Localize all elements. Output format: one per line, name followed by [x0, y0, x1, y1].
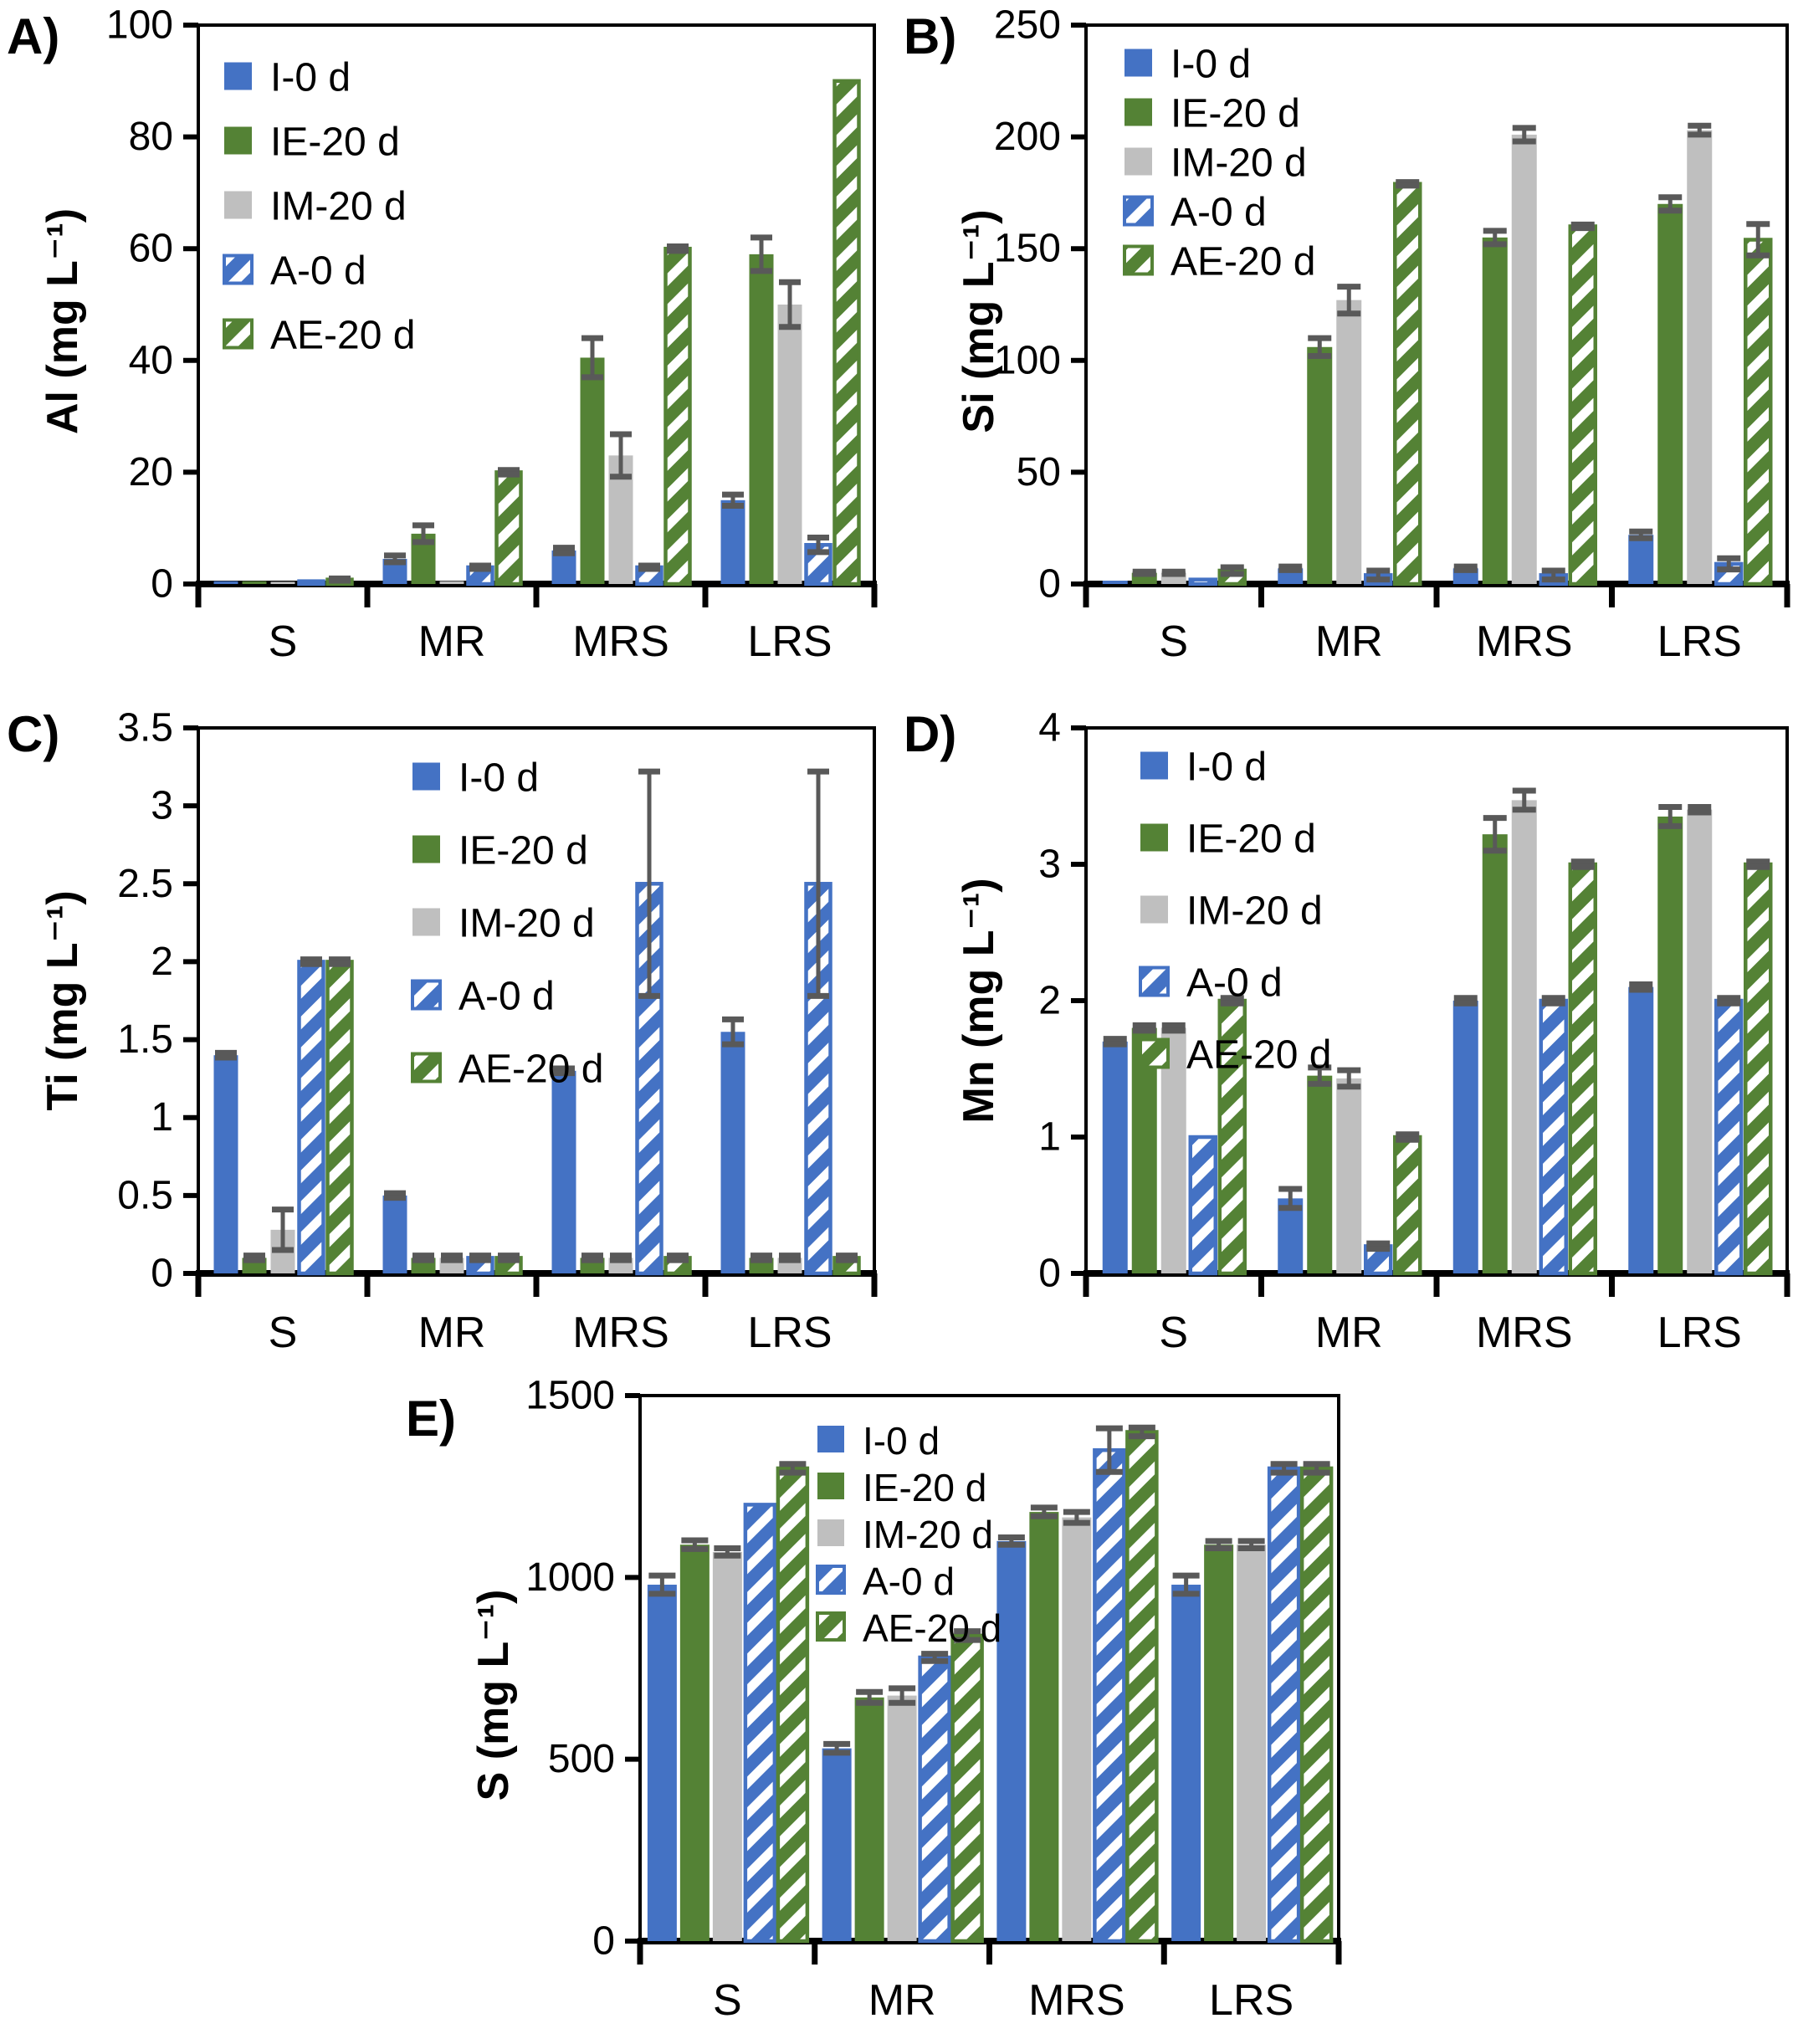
legend-label: A-0 d	[458, 974, 555, 1019]
bar-E-I-0d-MRS	[996, 1541, 1026, 1941]
bar-A-AE-20d-LRS	[835, 81, 859, 584]
y-tick-label: 3	[1038, 842, 1061, 887]
legend-label: IE-20 d	[458, 828, 588, 873]
legend-swatch-IM-20d	[224, 192, 252, 219]
y-tick-label: 0.5	[117, 1173, 173, 1218]
legend-label: A-0 d	[863, 1560, 955, 1603]
legend-swatch-A-0d	[817, 1566, 844, 1593]
y-tick-label: 0	[1038, 561, 1061, 607]
panel-c	[0, 684, 896, 1369]
legend-label: AE-20 d	[270, 313, 416, 358]
bar-E-AE-20d-MRS	[1127, 1432, 1156, 1941]
legend-swatch-AE-20d	[412, 1054, 440, 1082]
legend-label: A-0 d	[270, 248, 366, 294]
bar-D-I-0d-LRS	[1628, 987, 1653, 1273]
x-category-label: S	[268, 617, 298, 666]
legend-swatch-I-0d	[1124, 49, 1152, 77]
bar-C-I-0d-LRS	[721, 1032, 745, 1273]
bar-B-IM-20d-LRS	[1687, 131, 1712, 584]
chart-canvas-c	[0, 684, 896, 1369]
x-category-label: MR	[1314, 1309, 1383, 1357]
bar-E-IM-20d-S	[713, 1552, 742, 1941]
legend-swatch-I-0d	[412, 763, 440, 791]
legend-label: I-0 d	[1171, 42, 1252, 87]
panel-a	[0, 0, 896, 683]
bar-C-I-0d-MRS	[552, 1071, 576, 1273]
bar-A-A-0d-S	[300, 581, 324, 584]
legend-swatch-A-0d	[1124, 197, 1152, 225]
y-tick-label: 100	[105, 3, 173, 48]
bar-D-AE-20d-MRS	[1570, 864, 1596, 1273]
legend-label: IM-20 d	[1171, 141, 1307, 186]
bar-D-I-0d-S	[1103, 1042, 1128, 1273]
y-axis-title-e: S (mg L⁻¹)	[469, 1589, 518, 1801]
bar-E-IM-20d-MR	[888, 1696, 917, 1941]
bar-D-IE-20d-LRS	[1657, 817, 1683, 1273]
bar-D-I-0d-MRS	[1453, 1001, 1478, 1273]
y-axis-title-b: Si (mg L⁻¹)	[955, 209, 1003, 433]
x-category-label: MRS	[572, 617, 669, 666]
bar-D-IM-20d-MR	[1336, 1078, 1361, 1273]
bar-B-IE-20d-MRS	[1483, 238, 1508, 584]
legend-swatch-I-0d	[1140, 752, 1168, 780]
bar-E-IM-20d-MRS	[1062, 1518, 1091, 1941]
bar-A-AE-20d-MR	[497, 472, 521, 584]
bar-C-AE-20d-S	[328, 961, 352, 1273]
legend-label: A-0 d	[1186, 961, 1283, 1006]
panel-e	[368, 1369, 1425, 2044]
y-tick-label: 1.5	[117, 1017, 173, 1063]
y-tick-label: 80	[128, 115, 173, 160]
x-category-label: MR	[868, 1976, 936, 2025]
legend-swatch-A-0d	[412, 981, 440, 1009]
bar-E-IE-20d-LRS	[1204, 1545, 1233, 1941]
x-category-label: MRS	[1475, 617, 1573, 666]
legend-label: AE-20 d	[1186, 1032, 1332, 1078]
bar-A-IE-20d-MRS	[581, 357, 605, 584]
legend-label: I-0 d	[863, 1419, 940, 1463]
legend-label: IE-20 d	[270, 120, 400, 165]
legend-swatch-IE-20d	[1124, 99, 1152, 126]
bar-C-I-0d-S	[214, 1055, 238, 1273]
bar-E-A-0d-MR	[920, 1657, 950, 1941]
y-tick-label: 1000	[525, 1555, 615, 1600]
bar-E-I-0d-S	[648, 1585, 677, 1941]
bar-B-IE-20d-LRS	[1657, 204, 1683, 584]
bar-D-A-0d-MRS	[1541, 1001, 1566, 1273]
legend-label: IE-20 d	[1171, 91, 1300, 136]
panel-label-c: C)	[7, 706, 60, 762]
x-category-label: MR	[418, 1309, 486, 1357]
bar-A-IM-20d-LRS	[778, 305, 802, 584]
legend-swatch-AE-20d	[1140, 1040, 1168, 1068]
legend-swatch-IM-20d	[412, 909, 440, 936]
bar-B-IM-20d-MRS	[1512, 135, 1537, 584]
y-tick-label: 2	[151, 939, 173, 984]
bar-A-IE-20d-S	[243, 581, 267, 584]
y-axis-title-a: Al (mg L⁻¹)	[38, 207, 87, 435]
bar-B-AE-20d-LRS	[1745, 240, 1770, 584]
legend-label: IM-20 d	[458, 901, 595, 946]
bar-D-AE-20d-LRS	[1745, 864, 1770, 1273]
bar-D-IE-20d-MRS	[1483, 834, 1508, 1273]
legend-swatch-IE-20d	[817, 1473, 844, 1499]
legend-label: IM-20 d	[863, 1513, 993, 1556]
legend-label: I-0 d	[458, 756, 540, 801]
legend-label: IM-20 d	[1186, 889, 1323, 934]
bar-B-I-0d-LRS	[1628, 535, 1653, 584]
panel-label-a: A)	[7, 8, 60, 64]
bar-A-I-0d-S	[214, 581, 238, 584]
bar-E-A-0d-LRS	[1269, 1468, 1299, 1941]
bar-A-IE-20d-LRS	[750, 254, 774, 584]
bar-A-AE-20d-MRS	[666, 248, 690, 584]
panel-label-d: D)	[904, 706, 957, 762]
x-category-label: MR	[418, 617, 486, 666]
chart-canvas-b	[897, 0, 1793, 683]
legend-swatch-AE-20d	[224, 320, 252, 348]
legend-swatch-A-0d	[1140, 968, 1168, 996]
bar-E-I-0d-MR	[822, 1749, 852, 1941]
y-tick-label: 50	[1016, 449, 1061, 494]
y-tick-label: 150	[993, 226, 1061, 271]
legend-label: IM-20 d	[270, 184, 407, 229]
y-tick-label: 250	[993, 3, 1061, 48]
bar-E-IM-20d-LRS	[1237, 1545, 1266, 1941]
panel-d	[897, 684, 1793, 1369]
bar-B-AE-20d-MRS	[1570, 226, 1596, 584]
chart-canvas-a	[0, 0, 896, 683]
legend-swatch-IE-20d	[1140, 824, 1168, 852]
bar-B-IM-20d-MR	[1336, 300, 1361, 584]
legend-label: I-0 d	[1186, 745, 1268, 790]
y-tick-label: 0	[1038, 1251, 1061, 1296]
legend-swatch-A-0d	[224, 256, 252, 284]
x-category-label: S	[268, 1309, 298, 1357]
bar-B-I-0d-S	[1103, 581, 1128, 584]
y-tick-label: 0	[151, 561, 173, 607]
x-category-label: MRS	[572, 1309, 669, 1357]
panel-label-b: B)	[904, 8, 957, 64]
legend-swatch-IE-20d	[224, 127, 252, 155]
x-category-label: LRS	[747, 617, 832, 666]
bar-D-A-0d-S	[1191, 1137, 1216, 1273]
y-tick-label: 20	[128, 449, 173, 494]
x-category-label: LRS	[1209, 1976, 1294, 2025]
bar-E-A-0d-MRS	[1094, 1450, 1124, 1941]
bar-D-AE-20d-MR	[1395, 1137, 1420, 1273]
bar-D-IM-20d-MRS	[1512, 800, 1537, 1273]
legend-label: AE-20 d	[863, 1606, 1002, 1650]
bar-D-A-0d-LRS	[1716, 1001, 1741, 1273]
y-tick-label: 100	[993, 338, 1061, 383]
x-category-label: MRS	[1475, 1309, 1573, 1357]
legend-swatch-IE-20d	[412, 836, 440, 863]
y-tick-label: 40	[128, 338, 173, 383]
bar-C-I-0d-MR	[383, 1196, 407, 1273]
bar-E-IE-20d-MRS	[1029, 1512, 1058, 1941]
x-category-label: LRS	[1657, 617, 1742, 666]
y-tick-label: 0	[592, 1918, 615, 1964]
bar-B-A-0d-S	[1191, 580, 1216, 584]
legend-swatch-AE-20d	[817, 1613, 844, 1640]
bar-A-IM-20d-S	[271, 581, 295, 584]
bar-E-I-0d-LRS	[1171, 1585, 1201, 1941]
bar-E-IE-20d-S	[680, 1545, 710, 1941]
y-tick-label: 2.5	[117, 861, 173, 906]
legend-swatch-I-0d	[817, 1426, 844, 1452]
y-tick-label: 0	[151, 1251, 173, 1296]
y-tick-label: 4	[1038, 705, 1061, 750]
legend-label: IE-20 d	[1186, 817, 1316, 862]
bar-B-AE-20d-MR	[1395, 184, 1420, 584]
chart-canvas-e	[368, 1369, 1425, 2044]
bar-C-A-0d-S	[300, 961, 324, 1273]
legend-swatch-AE-20d	[1124, 247, 1152, 274]
y-tick-label: 500	[547, 1737, 615, 1782]
legend-label: AE-20 d	[458, 1047, 604, 1092]
legend-label: A-0 d	[1171, 190, 1267, 235]
bar-E-AE-20d-MR	[953, 1636, 982, 1941]
legend-swatch-I-0d	[224, 63, 252, 90]
legend-label: I-0 d	[270, 55, 351, 100]
legend-swatch-IM-20d	[1140, 896, 1168, 924]
y-tick-label: 2	[1038, 978, 1061, 1023]
y-tick-label: 3.5	[117, 705, 173, 750]
chart-canvas-d	[897, 684, 1793, 1369]
x-category-label: S	[1159, 1309, 1189, 1357]
bar-B-IE-20d-MR	[1307, 347, 1332, 584]
bar-A-IM-20d-MR	[440, 581, 464, 584]
y-tick-label: 3	[151, 783, 173, 828]
x-category-label: S	[713, 1976, 742, 2025]
x-category-label: S	[1159, 617, 1189, 666]
bar-E-AE-20d-LRS	[1302, 1468, 1331, 1941]
x-category-label: MR	[1314, 617, 1383, 666]
y-tick-label: 1	[1038, 1114, 1061, 1160]
y-tick-label: 1	[151, 1095, 173, 1140]
legend-swatch-IM-20d	[1124, 148, 1152, 176]
y-tick-label: 200	[993, 115, 1061, 160]
bar-D-IE-20d-MR	[1307, 1076, 1332, 1273]
x-category-label: LRS	[1657, 1309, 1742, 1357]
bar-A-I-0d-LRS	[721, 500, 745, 584]
bar-E-IE-20d-MR	[855, 1698, 884, 1941]
y-tick-label: 60	[128, 226, 173, 271]
legend-label: IE-20 d	[863, 1466, 987, 1509]
x-category-label: LRS	[747, 1309, 832, 1357]
panel-label-e: E)	[406, 1391, 456, 1447]
panel-b	[897, 0, 1793, 683]
bar-E-AE-20d-S	[778, 1468, 807, 1941]
legend-label: AE-20 d	[1171, 239, 1316, 284]
bar-D-IM-20d-LRS	[1687, 810, 1712, 1273]
x-category-label: MRS	[1028, 1976, 1125, 2025]
y-axis-title-d: Mn (mg L⁻¹)	[955, 878, 1003, 1124]
bar-E-A-0d-S	[745, 1504, 775, 1941]
y-axis-title-c: Ti (mg L⁻¹)	[38, 890, 87, 1111]
legend-swatch-IM-20d	[817, 1519, 844, 1546]
y-tick-label: 1500	[525, 1373, 615, 1418]
